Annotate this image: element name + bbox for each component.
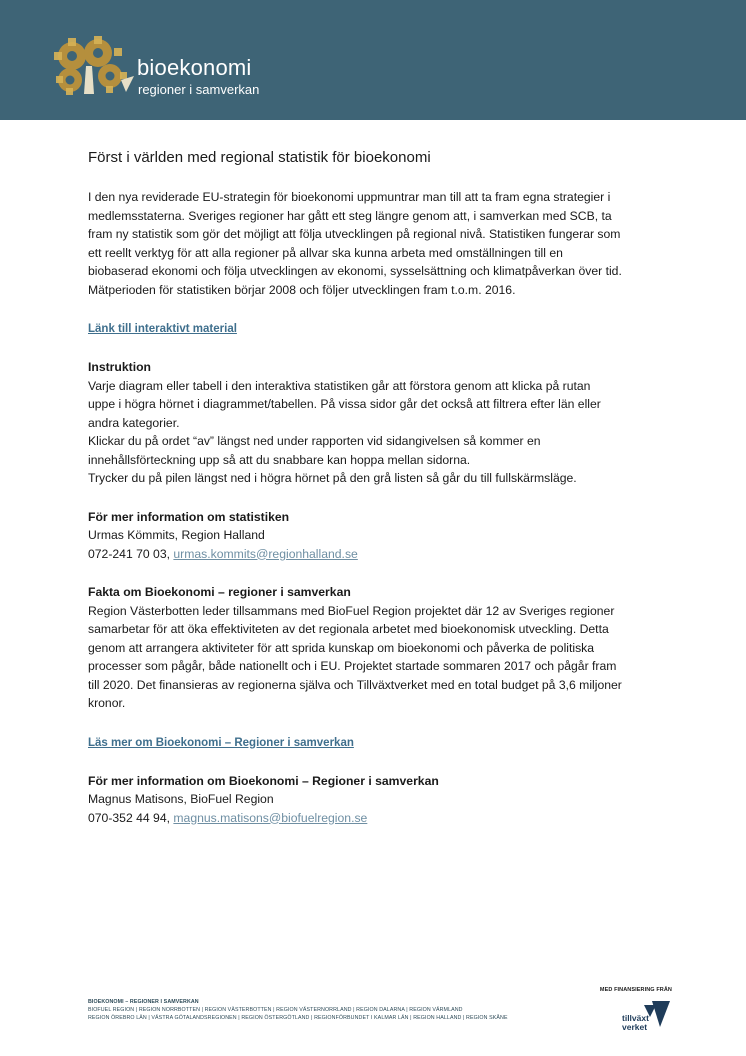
stats-contact-line	[88, 545, 668, 564]
footer-partners	[88, 998, 568, 1022]
stats-contact-email-link[interactable]: urmas.kommits@regionhalland.se	[173, 546, 358, 561]
intro-line: Mätperioden för statistiken börjar 2008 och följer utvecklingen fram t.o.m. 2016.	[88, 282, 516, 297]
instruction-line: Varje diagram eller tabell i den interaktiva statistiken går att förstora genom att klicka på rutan	[88, 378, 591, 393]
fakta-line: kronor.	[88, 696, 126, 710]
intro-paragraph	[88, 188, 668, 299]
intro-line: medlemsstaterna. Sveriges regioner har gått ett steg längre genom att, i samverkan med SCB, ta	[88, 208, 612, 223]
intro-line: ett reellt verktyg för att alla regioner på allvar ska kunna arbeta med omställningen till en	[88, 245, 563, 260]
funder-line: tillväxt	[622, 1013, 649, 1023]
project-contact-heading: För mer information om Bioekonomi – Regioner i samverkan	[88, 773, 439, 788]
instruction-line: uppe i högra hörnet i diagrammet/tabellen. På vissa sidor går det också att filtrera efter län eller	[88, 397, 601, 411]
fakta-line: Region Västerbotten leder tillsammans med BioFuel Region projektet där 12 av Sveriges regioner	[88, 603, 615, 618]
stats-contact-phone: 072-241 70 03,	[88, 546, 174, 561]
instruction-line: innehållsförteckning upp så att du snabbare kan hoppa mellan sidorna.	[88, 452, 471, 467]
project-contact-name: Magnus Matisons, BioFuel Region	[88, 792, 274, 806]
tillvaxtverket-logo	[600, 999, 672, 1032]
fakta-line: processer som pågår, både nationellt och i EU. Projektet startade sommaren 2017 och pågår fram	[88, 659, 617, 673]
main-content	[88, 148, 668, 847]
read-more-link[interactable]: Läs mer om Bioekonomi – Regioner i samverkan	[88, 736, 354, 749]
project-contact-phone: 070-352 44 94,	[88, 810, 174, 825]
fakta-heading: Fakta om Bioekonomi – regioner i samverkan	[88, 585, 351, 599]
stats-contact-section	[88, 508, 668, 564]
fakta-line: samarbetar för att öka effektiviteten av det regionala arbetet med bioekonomisk utveckling. Detta	[88, 622, 609, 636]
gear-cluster-logo-icon	[46, 36, 136, 98]
instruction-heading: Instruktion	[88, 360, 151, 374]
brand-subtitle: regioner i samverkan	[138, 82, 260, 97]
funder-line: verket	[622, 1021, 648, 1032]
instruction-line: Klickar du på ordet “av” längst ned under rapporten vid sidangivelsen så kommer en	[88, 434, 541, 448]
instruction-line: andra kategorier.	[88, 415, 180, 430]
footer-partners-line: REGION ÖREBRO LÄN | VÄSTRA GÖTALANDSREGIONEN | REGION ÖSTERGÖTLAND | REGIONFÖRBUNDET I KALMAR LÄN | REGION HALLAND | REGION SKÅNE	[88, 1015, 508, 1021]
stats-contact-heading: För mer information om statistiken	[88, 509, 290, 524]
intro-line: I den nya reviderade EU-strategin för bioekonomi uppmuntrar man till att ta fram egna strategier i	[88, 190, 611, 204]
stats-contact-name: Urmas Kömmits, Region Halland	[88, 528, 265, 542]
interactive-material-link[interactable]: Länk till interaktivt material	[88, 323, 237, 335]
fakta-line: till 2020. Det finansieras av regionerna själva och Tillväxtverket med en total budget på 3,6 miljoner	[88, 677, 622, 692]
footer-partners-line: BIOFUEL REGION | REGION NORRBOTTEN | REGION VÄSTERBOTTEN | REGION VÄSTERNORRLAND | REGION DALARNA | REGION VÄRMLAND	[88, 1007, 463, 1013]
brand-name: bioekonomi	[137, 55, 252, 80]
funding-block	[580, 987, 672, 1031]
footer-heading: BIOEKONOMI – REGIONER I SAMVERKAN	[88, 999, 199, 1005]
fakta-section	[88, 583, 668, 713]
intro-line: fram ny statistik som gör det möjligt att följa utvecklingen på regional nivå. Statistiken fungerar som	[88, 227, 621, 241]
project-contact-section	[88, 772, 668, 828]
funding-label: MED FINANSIERING FRÅN	[599, 987, 672, 993]
instruction-line: Trycker du på pilen längst ned i högra hörnet på den grå listen så går du till fullskärmsläge.	[88, 471, 577, 485]
intro-line: biobaserad ekonomi och följa utvecklingen av ekonomi, sysselsättning och klimatpåverkan över tid.	[88, 264, 622, 278]
project-contact-line	[88, 809, 668, 828]
fakta-line: genom att arrangera aktiviteter för att sprida kunskap om bioekonomi och påverka de politiska	[88, 640, 595, 655]
project-contact-email-link[interactable]: magnus.matisons@biofuelregion.se	[173, 810, 368, 825]
instruction-section	[88, 358, 668, 488]
tillvaxtverket-wordmark	[622, 1014, 649, 1031]
page-title: Först i världen med regional statistik för bioekonomi	[88, 149, 431, 166]
header-banner	[0, 0, 746, 120]
